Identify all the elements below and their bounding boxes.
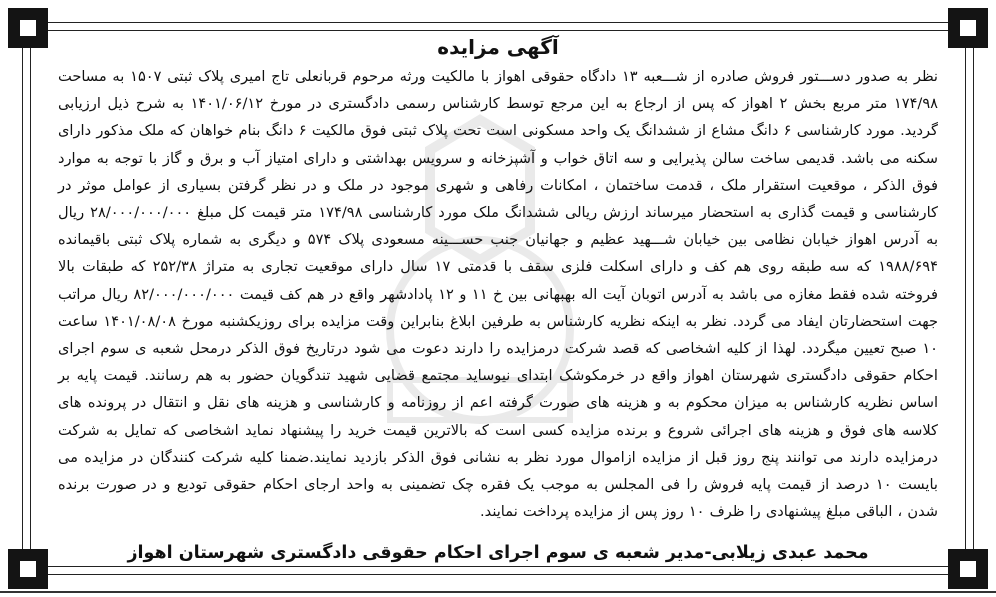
notice-title: آگهی مزایده <box>437 35 559 59</box>
notice-content <box>58 33 938 525</box>
notice-body: نظر به صدور دســـتور فروش صادره از شـــعبه ۱۳ دادگاه حقوقی اهواز با مالکیت ورثه مرحوم قربانعلی تاج امیری پلاک ثبتی ۱۵۰۷ به مساحت ۱۷۴/۹۸ متر مربع بخش ۲ اهواز که پس از ارجاع به این مرجع توسط کارشناس رسمی دادگستری در مورخ ۱۴۰۱/۰۶/۱۲ به شرح ذیل ارزیابی گردید. مورد کارشناسی ۶ دانگ مشاع از ششدانگ یک واحد مسکونی است تحت پلاک ثبتی فوق مالکیت ۶ دانگ بنام خواهان که ملک مذکور دارای سکنه می باشد. قدیمی ساخت سالن پذیرایی و سه اتاق خواب و آشپزخانه و سرویس بهداشتی و دارای امتیاز آب و برق و گاز با توجه به موارد فوق الذکر ، موقعیت استقرار ملک ، قدمت ساختمان ، امکانات رفاهی و شهری موجود در ملک و در نظر گرفتن بسیاری از عوامل موثر در کارشناسی و قیمت گذاری به استحضار میرساند ارزش ریالی ششدانگ ملک مورد کارشناسی ۱۷۴/۹۸ متر قیمت کل مبلغ ۲۸/۰۰۰/۰۰۰/۰۰۰ ریال به آدرس اهواز خیابان نظامی بین خیابان شـــهید عظیم و جهانیان جنب حســـینه مسعودی پلاک ۵۷۴ و دیگری به شماره پلاک ثبتی باقیمانده ۱۹۸۸/۶۹۴ که سه طبقه روی هم کف و دارای اسکلت فلزی سقف با قدمتی ۱۷ سال دارای موقعیت تجاری به متراژ ۲۵۲/۳۸ که طبقات بالا فروخته شده فقط مغازه می باشد به آدرس اتوبان آیت اله بهبهانی بین خ ۱۱ و ۱۲ پادادشهر واقع در هم کف قیمت ۸۲/۰۰۰/۰۰۰/۰۰۰ ریال مراتب جهت استحضارتان ایفاد می گردد. نظر به اینکه نظریه کارشناس به طرفین ابلاغ بنابراین وقت مزایده برای روزیکشنبه مورخ ۱۴۰۱/۰۸/۰۸ ساعت ۱۰ صبح تعیین میگردد. لهذا از کلیه اشخاصی که قصد شرکت درمزایده را دارند دعوت می شود درتاریخ فوق الذکر درمحل شعبه ی سوم اجرای احکام حقوقی دادگستری شهرستان اهواز واقع در خرمکوشک ابتدای نیوساید مجتمع قضایی شهید تندگویان حضور به هم رسانند. قیمت پایه بر اساس نظریه کارشناس به میزان محکوم به و هزینه های صورت گرفته اعم از روزنامه و کارشناسی و هزینه های نقل و انتقال در پرونده های کلاسه های فوق و هزینه های اجرائی شروع و برنده مزایده کسی است که بالاترین قیمت خرید را پیشنهاد نماید اشخاصی که تمایل به شرکت درمزایده دارند می توانند پنج روز قبل از مزایده ازاموال مورد نظر به نشانی فوق الذکر بازدید نمایند.ضمنا کلیه شرکت کنندگان در مزایده می بایست ۱۰ درصد از قیمت پایه فروش را فی المجلس به موجب یک فقره چک تضمینی به واحد ارجای احکام حقوقی تودیع و در صورت برنده شدن ، الباقی مبلغ پیشنهادی را ظرف ۱۰ روز پس از مزایده پرداخت نمایند. <box>58 68 939 521</box>
notice-signature: محمد عبدی زیلابی-مدیر شعبه ی سوم اجرای احکام حقوقی دادگستری شهرستان اهواز <box>127 543 869 563</box>
corner-ornament-top-right <box>948 8 988 48</box>
bottom-rule <box>0 591 996 593</box>
corner-ornament-top-left <box>8 8 48 48</box>
